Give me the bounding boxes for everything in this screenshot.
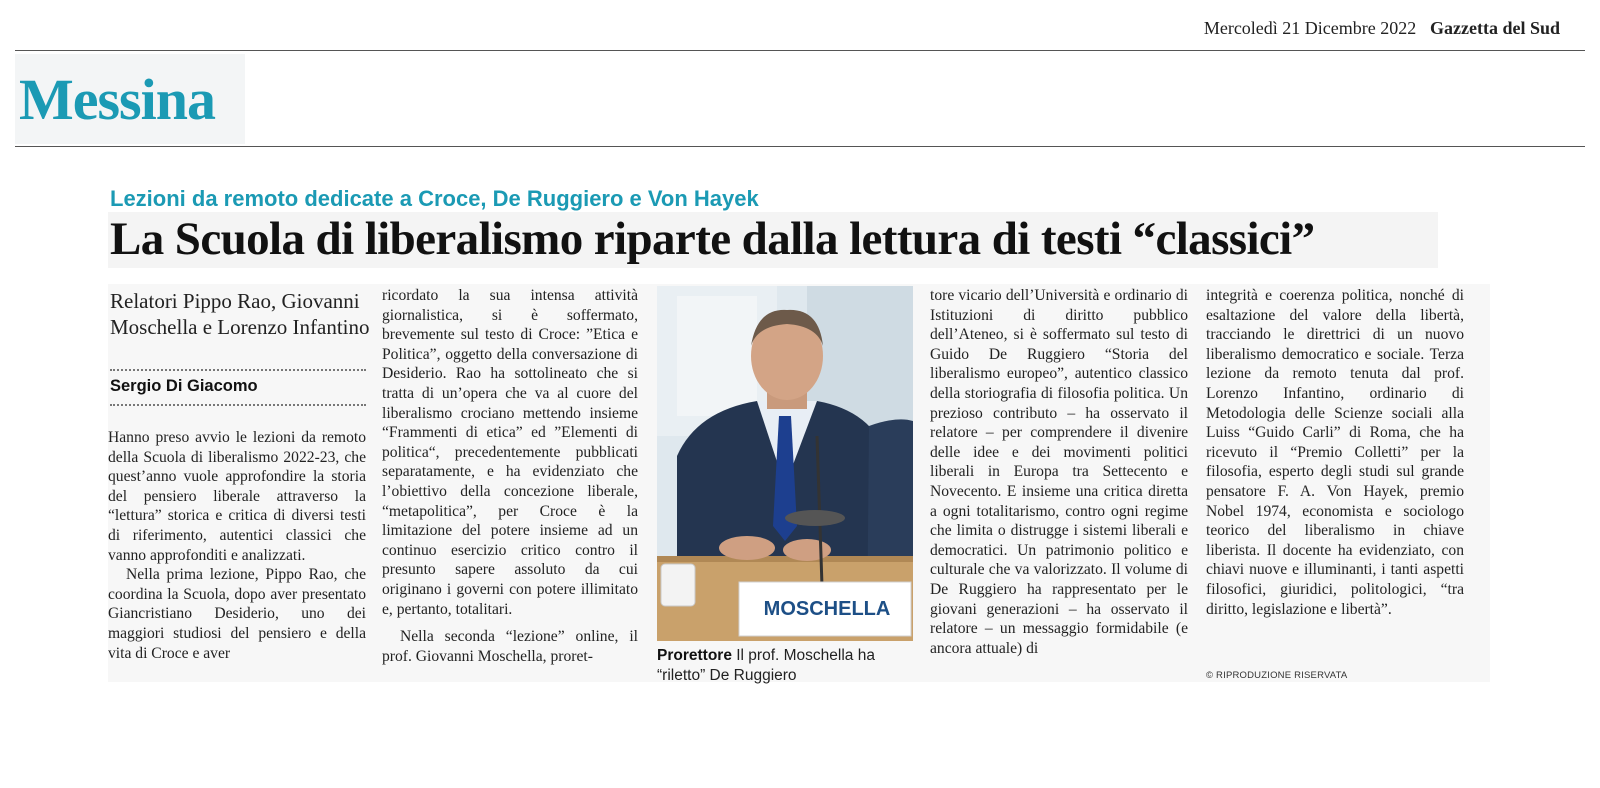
kicker: Lezioni da remoto dedicate a Croce, De Ruggiero e Von Hayek bbox=[110, 186, 759, 211]
paragraph: ricordato la sua intensa attività giornalistica, si è soffermato, brevemente sul testo di Croce: ”Etica e Politica”, oggetto della conversazione di Desiderio. Rao ha sottolineato che si tratta di un’opera che va al cuore del liberalismo crociano mettendo insieme “Frammenti di etica” ed ”Elementi di politica“, precedentemente pubblicati separatamente, e ha evidenziato che l’obiettivo della concezione liberale, “metapolitica”, per Croce è la limitazione del potere insieme ad un continuo esercizio critico contro il presunto sapere assoluto da cui originano i governi con potere illimitato e, pertanto, totalitari. bbox=[382, 287, 638, 618]
section-rule bbox=[15, 146, 1585, 147]
top-rule bbox=[15, 50, 1585, 51]
article-column-2 bbox=[382, 286, 638, 666]
photo-caption bbox=[657, 646, 913, 686]
paragraph: integrità e coerenza politica, nonché di esaltazione del valore della libertà, tracciando le direttrici di un nuovo liberalismo democratico e sociale. Terza lezione da remoto tenuta dal prof. Lorenzo Infantino, ordinario di Metodologia delle Scienze sociali alla Luiss “Guido Carli” di Roma, che ha ricevuto il “Premio Colletti” per la filosofia, esperto degli studi sul grande pensatore F. A. Von Hayek, premio Nobel 1974, economista e sociologo teorico del liberalismo in chiave liberista. Il docente ha evidenziato, con chiavi nuove e illuminanti, i tanti aspetti filosofici, giuridici, politologici, “tra diritto, legislazione e libertà”. bbox=[1206, 287, 1464, 618]
divider bbox=[110, 369, 366, 371]
article-column-4 bbox=[1206, 286, 1464, 619]
article-column-3 bbox=[930, 286, 1188, 658]
issue-date: Mercoledì 21 Dicembre 2022 bbox=[1203, 18, 1417, 38]
newspaper-name: Gazzetta del Sud bbox=[1430, 18, 1560, 38]
section-banner bbox=[15, 54, 245, 144]
paragraph: Nella seconda “lezione” online, il prof. Giovanni Moschella, proret- bbox=[382, 628, 638, 665]
masthead bbox=[1204, 18, 1560, 39]
section-title: Messina bbox=[19, 67, 215, 132]
paragraph: Hanno preso avvio le lezioni da remoto della Scuola di liberalismo 2022-23, che quest’anno vuole approfondire la storia del pensiero liberale attraverso la “lettura” storica e critica di diversi testi di riferimento, autentici classici che vanno approfonditi e analizzati. bbox=[108, 429, 366, 564]
byline: Sergio Di Giacomo bbox=[110, 377, 258, 395]
subheadline: Relatori Pippo Rao, Giovanni Moschella e Lorenzo Infantino bbox=[110, 289, 370, 339]
photo-illustration bbox=[657, 286, 913, 641]
article-photo bbox=[657, 286, 913, 641]
paragraph: Nella prima lezione, Pippo Rao, che coordina la Scuola, dopo aver presentato Giancristiano Desiderio, uno dei maggiori studiosi del pensiero e della vita di Croce e aver bbox=[108, 566, 366, 662]
article-column-1 bbox=[108, 428, 366, 663]
caption-label: Prorettore bbox=[657, 647, 732, 664]
copyright-notice: © RIPRODUZIONE RISERVATA bbox=[1206, 670, 1348, 681]
headline-box bbox=[108, 212, 1438, 268]
nameplate: MOSCHELLA bbox=[763, 598, 891, 620]
headline: La Scuola di liberalismo riparte dalla lettura di testi “classici” bbox=[110, 213, 1315, 265]
divider bbox=[110, 404, 366, 406]
paragraph: tore vicario dell’Università e ordinario di Istituzioni di diritto pubblico dell’Ateneo, si è soffermato sul testo di Guido De Ruggiero “Storia del liberalismo europeo”, autentico classico della storiografia di filosofia politica. Un prezioso contributo – ha osservato il relatore – per comprendere il divenire delle idee e dei movimenti politici liberali in Europa tra Settecento e Novecento. E insieme una critica diretta a ogni totalitarismo, contro ogni regime che limita o distrugge i sistemi liberali e democratici. Un patrimonio politico e culturale che va valorizzato. Il volume di De Ruggiero ha rappresentato per le giovani generazioni – ha osservato il relatore – un messaggio formidabile (e ancora attuale) di bbox=[930, 287, 1188, 657]
caption-text: Il prof. Moschella ha “riletto” De Ruggiero bbox=[657, 647, 875, 684]
